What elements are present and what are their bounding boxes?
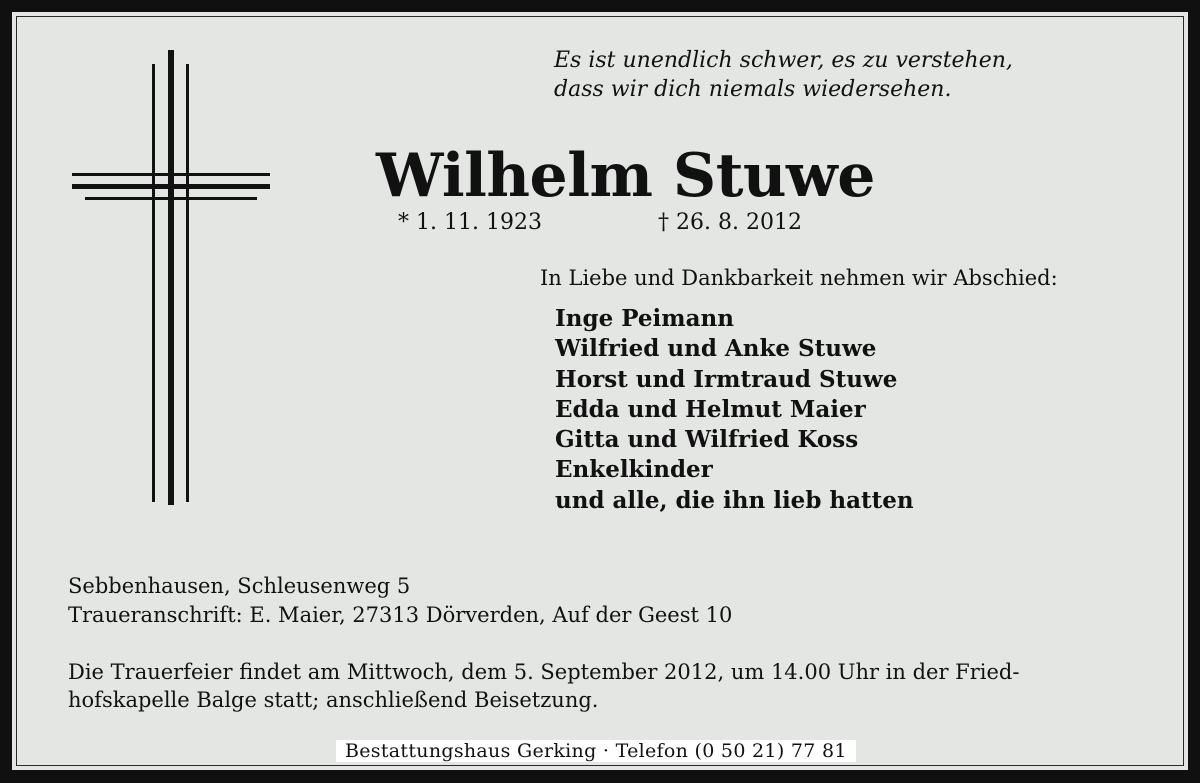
mourner-item: Wilfried und Anke Stuwe <box>555 335 877 363</box>
deceased-name: Wilhelm Stuwe <box>376 141 875 211</box>
mourners-list <box>555 304 914 516</box>
mourner-item: Horst und Irmtraud Stuwe <box>555 365 898 393</box>
farewell-intro: In Liebe und Dankbarkeit nehmen wir Abschied: <box>540 266 1058 290</box>
service-line-2: hofskapelle Balge statt; anschließend Beisetzung. <box>68 688 599 712</box>
residence-address: Sebbenhausen, Schleusenweg 5 <box>68 574 411 598</box>
death-date: † 26. 8. 2012 <box>658 210 802 235</box>
mourner-item: und alle, die ihn lieb hatten <box>555 486 914 514</box>
funeral-home-footer: Bestattungshaus Gerking · Telefon (0 50 21) 77 81 <box>336 740 856 762</box>
mourner-item: Gitta und Wilfried Koss <box>555 426 859 454</box>
mourner-item: Edda und Helmut Maier <box>555 395 866 423</box>
birth-date: * 1. 11. 1923 <box>398 210 542 235</box>
quote-line-2: dass wir dich niemals wiedersehen. <box>554 77 952 102</box>
mourner-item: Inge Peimann <box>555 305 734 332</box>
mourning-address: Traueranschrift: E. Maier, 27313 Dörverden, Auf der Geest 10 <box>68 603 733 627</box>
quote-line-1: Es ist unendlich schwer, es zu verstehen, <box>554 48 1013 73</box>
service-line-1: Die Trauerfeier findet am Mittwoch, dem 5. September 2012, um 14.00 Uhr in der Fried- <box>68 660 1020 684</box>
mourner-item: Enkelkinder <box>555 456 713 484</box>
obituary-notice <box>12 12 1188 770</box>
